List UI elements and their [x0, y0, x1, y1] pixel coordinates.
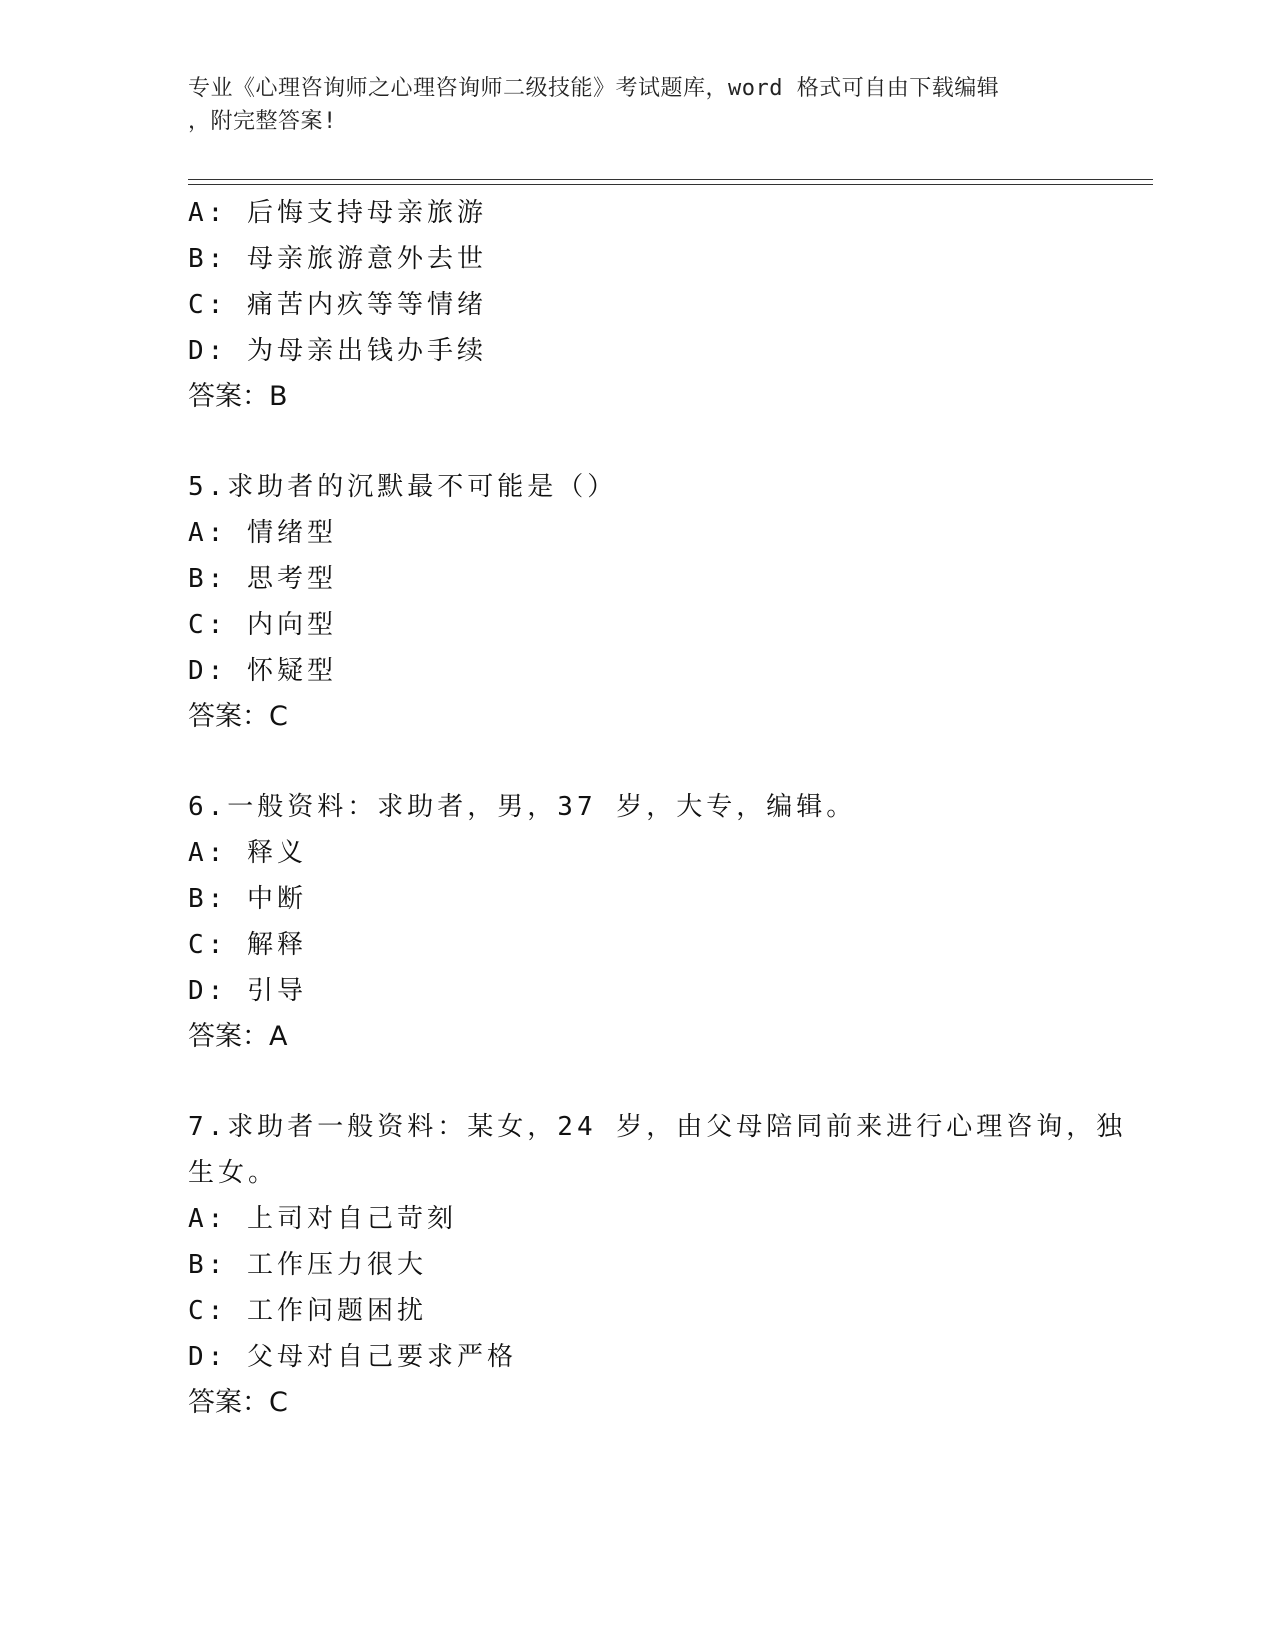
option-c: C: 工作问题困扰 [188, 1296, 427, 1326]
option-d: D: 引导 [188, 976, 307, 1006]
option-b: B: 思考型 [188, 564, 337, 594]
question-6 [188, 784, 1088, 1060]
option-a: A: 上司对自己苛刻 [188, 1204, 457, 1234]
question-4 [188, 190, 1088, 420]
option-d: D: 父母对自己要求严格 [188, 1342, 517, 1372]
header-title-line-1: 专业《心理咨询师之心理咨询师二级技能》考试题库，word 格式可自由下载编辑 [188, 76, 1000, 101]
question-text-line-2: 生女。 [188, 1158, 279, 1188]
option-a: A: 释义 [188, 838, 307, 868]
option-c: C: 痛苦内疚等等情绪 [188, 290, 487, 320]
option-a: A: 情绪型 [188, 518, 337, 548]
answer-line: 答案：C [188, 1387, 288, 1418]
spacer [188, 1060, 1088, 1104]
answer-line: 答案：A [188, 1021, 288, 1052]
question-7 [188, 1104, 1127, 1426]
spacer [188, 420, 1088, 464]
option-d: D: 怀疑型 [188, 656, 337, 686]
header-rule-top [188, 179, 1153, 180]
question-text: 5.求助者的沉默最不可能是（） [188, 472, 618, 502]
question-text-line-1: 7.求助者一般资料：某女，24 岁，由父母陪同前来进行心理咨询，独 [188, 1112, 1127, 1142]
question-text: 6.一般资料：求助者，男，37 岁，大专，编辑。 [188, 792, 857, 822]
option-b: B: 工作压力很大 [188, 1250, 427, 1280]
answer-line: 答案：C [188, 701, 288, 732]
spacer [188, 740, 1088, 784]
document-header [188, 72, 1088, 138]
question-5 [188, 464, 1088, 740]
question-list [188, 190, 1127, 1426]
option-c: C: 内向型 [188, 610, 337, 640]
option-a: A: 后悔支持母亲旅游 [188, 198, 487, 228]
header-rule-bottom [188, 184, 1153, 185]
header-title-line-2: ，附完整答案! [188, 109, 337, 134]
option-c: C: 解释 [188, 930, 307, 960]
answer-line: 答案：B [188, 381, 288, 412]
option-b: B: 母亲旅游意外去世 [188, 244, 487, 274]
option-b: B: 中断 [188, 884, 307, 914]
option-d: D: 为母亲出钱办手续 [188, 336, 487, 366]
